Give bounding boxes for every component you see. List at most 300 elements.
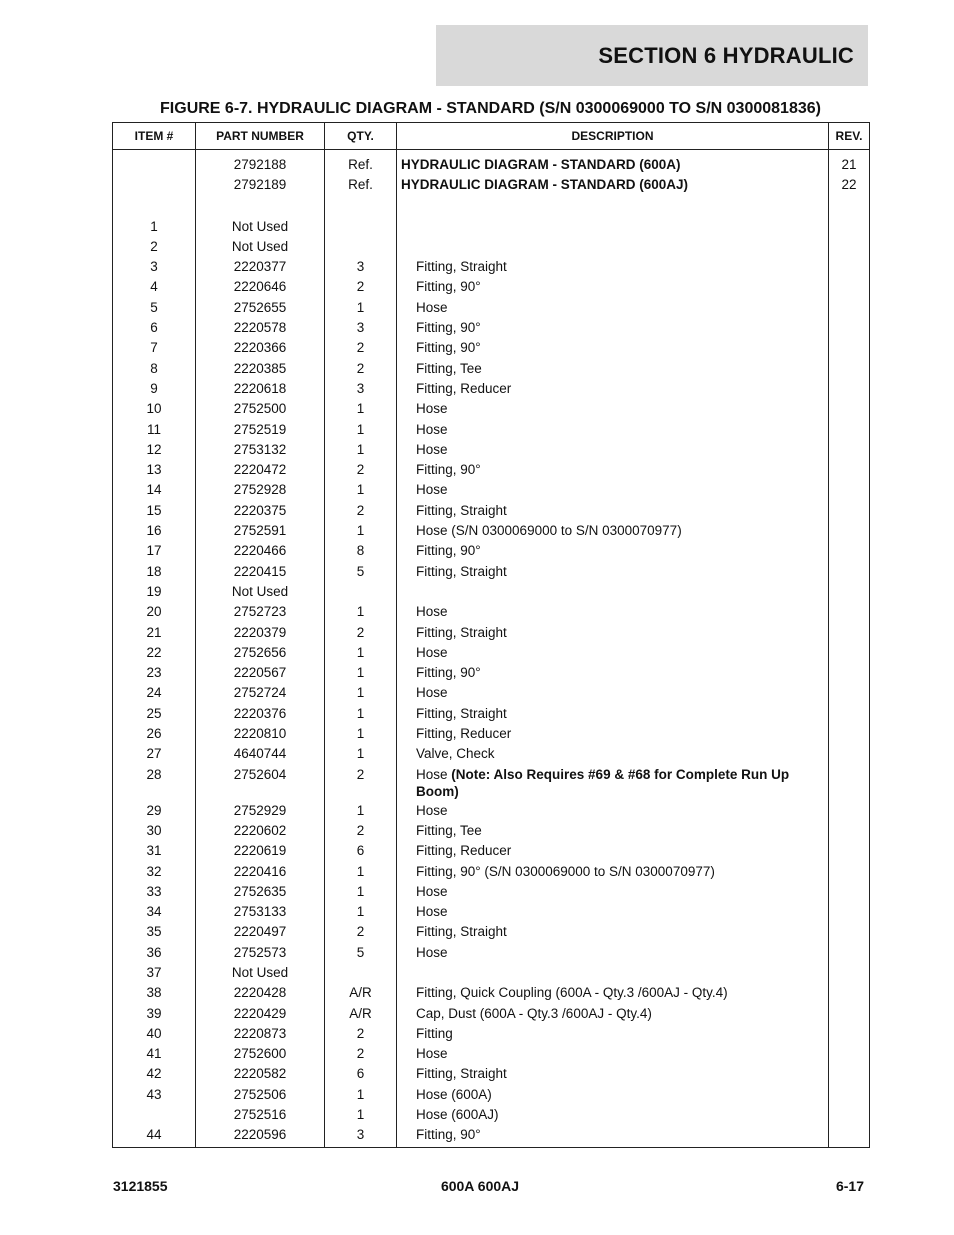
rev-cell: [829, 1024, 870, 1044]
item-cell: [113, 922, 196, 942]
description-cell-text: Fitting, 90° (S/N 0300069000 to S/N 0300070977): [416, 863, 715, 879]
item-cell: [113, 175, 196, 195]
description-cell-text: Hose: [416, 685, 448, 701]
table-row: [113, 582, 870, 602]
item-cell-text: 35: [146, 924, 162, 940]
item-cell-text: 13: [146, 462, 162, 478]
part-number-cell-text: 2752723: [233, 604, 287, 620]
description-cell: [397, 1004, 829, 1024]
table-row: [113, 1004, 870, 1024]
item-cell-text: 14: [146, 482, 162, 498]
part-number-cell-text: 2220429: [233, 1005, 287, 1021]
item-cell: [113, 801, 196, 821]
qty-cell: [325, 983, 397, 1003]
rev-cell: [829, 196, 870, 217]
part-number-cell: [196, 744, 325, 764]
column-header-part-number: PART NUMBER: [196, 123, 325, 150]
description-cell: [397, 943, 829, 963]
part-number-cell: [196, 359, 325, 379]
description-cell-text: Fitting, 90°: [416, 665, 481, 681]
part-number-cell-text: 2220578: [233, 320, 287, 336]
rev-cell: [829, 217, 870, 237]
part-number-cell-text: 2792189: [233, 177, 287, 193]
qty-cell: [325, 801, 397, 821]
qty-cell-text: 1: [356, 726, 365, 742]
item-cell: [113, 562, 196, 582]
description-cell: [397, 521, 829, 541]
rev-cell: [829, 765, 870, 801]
part-number-cell: [196, 480, 325, 500]
rev-cell: [829, 821, 870, 841]
part-number-cell: [196, 217, 325, 237]
part-number-cell-text: 2752573: [233, 944, 287, 960]
part-number-cell-text: 4640744: [233, 746, 287, 762]
qty-cell: [325, 1024, 397, 1044]
rev-cell: [829, 150, 870, 176]
item-cell-text: 7: [150, 340, 158, 356]
rev-cell: [829, 257, 870, 277]
description-cell-text: Hose: [416, 944, 448, 960]
description-cell-text: Fitting, Tee: [416, 822, 482, 838]
qty-cell: [325, 704, 397, 724]
part-number-cell-text: 2220472: [233, 462, 287, 478]
qty-cell-text: Ref.: [348, 157, 373, 172]
description-cell: [397, 821, 829, 841]
description-note: (Note: Also Requires #69 & #68 for Complete Run Up Boom): [416, 766, 790, 799]
rev-cell: [829, 175, 870, 195]
table-row: [113, 359, 870, 379]
description-cell-text: Fitting, 90°: [416, 279, 481, 295]
item-cell: [113, 237, 196, 257]
qty-cell-text: 6: [356, 843, 365, 859]
item-cell: [113, 420, 196, 440]
table-row: [113, 420, 870, 440]
description-cell: [397, 704, 829, 724]
column-header-item: ITEM #: [113, 123, 196, 150]
qty-cell: [325, 744, 397, 764]
description-cell: [397, 298, 829, 318]
rev-cell: [829, 683, 870, 703]
description-cell: [397, 217, 829, 237]
description-cell: [397, 963, 829, 983]
qty-cell-text: A/R: [349, 1005, 372, 1021]
part-number-cell: [196, 724, 325, 744]
parts-table: [112, 122, 870, 1148]
part-number-cell-text: Not Used: [231, 218, 289, 234]
table-row: [113, 862, 870, 882]
qty-cell-text: 1: [356, 665, 365, 681]
item-cell-text: 26: [146, 726, 162, 742]
qty-cell-text: 3: [356, 1127, 365, 1143]
item-cell: [113, 196, 196, 217]
part-number-cell: [196, 562, 325, 582]
qty-cell-text: 1: [356, 685, 365, 701]
column-header-description: DESCRIPTION: [397, 123, 829, 150]
description-cell-text: Cap, Dust (600A - Qty.3 /600AJ - Qty.4): [416, 1005, 652, 1021]
description-cell-text: Hose: [416, 802, 448, 818]
item-cell-text: 40: [146, 1025, 162, 1041]
parts-table-header: [113, 123, 870, 150]
item-cell-text: 17: [146, 543, 162, 559]
part-number-cell: [196, 277, 325, 297]
item-cell: [113, 663, 196, 683]
rev-cell: [829, 460, 870, 480]
part-number-cell-text: 2752506: [233, 1086, 287, 1102]
column-header-rev: REV.: [829, 123, 870, 150]
qty-cell: [325, 663, 397, 683]
part-number-cell: [196, 765, 325, 801]
table-row: [113, 1044, 870, 1064]
part-number-cell-text: 2220379: [233, 624, 287, 640]
part-number-cell-text: 2220375: [233, 502, 287, 518]
qty-cell: [325, 1064, 397, 1084]
table-row: [113, 480, 870, 500]
part-number-cell: [196, 983, 325, 1003]
table-row: [113, 338, 870, 358]
footer-model: 600A 600AJ: [440, 1178, 520, 1194]
description-cell-text: Fitting, Straight: [416, 502, 507, 518]
table-row: [113, 683, 870, 703]
item-cell: [113, 902, 196, 922]
description-cell: [397, 1085, 829, 1105]
rev-cell: [829, 1125, 870, 1147]
part-number-cell-text: 2220646: [233, 279, 287, 295]
rev-cell: [829, 480, 870, 500]
qty-cell-text: A/R: [349, 985, 372, 1001]
part-number-cell-text: 2752604: [233, 766, 287, 782]
qty-cell: [325, 257, 397, 277]
rev-cell: [829, 882, 870, 902]
table-row: [113, 399, 870, 419]
rev-cell-text: 21: [841, 157, 857, 172]
table-row: [113, 1085, 870, 1105]
table-row: [113, 744, 870, 764]
part-number-cell: [196, 602, 325, 622]
rev-cell: [829, 704, 870, 724]
part-number-cell-text: 2220602: [233, 822, 287, 838]
item-cell-text: 4: [150, 279, 158, 295]
part-number-cell-text: 2752724: [233, 685, 287, 701]
item-cell-text: 44: [146, 1127, 162, 1143]
item-cell-text: 10: [146, 401, 162, 417]
part-number-cell-text: 2752929: [233, 802, 287, 818]
qty-cell-text: 1: [356, 863, 365, 879]
item-cell: [113, 602, 196, 622]
description-cell: [397, 983, 829, 1003]
item-cell: [113, 1024, 196, 1044]
rev-cell: [829, 983, 870, 1003]
table-row: [113, 841, 870, 861]
item-cell-text: 28: [146, 766, 162, 782]
description-cell-text: Hose: [416, 441, 448, 457]
qty-cell-text: 5: [356, 563, 365, 579]
item-cell-text: 25: [146, 705, 162, 721]
part-number-cell-text: 2753133: [233, 904, 287, 920]
description-cell: [397, 175, 829, 195]
rev-cell: [829, 420, 870, 440]
item-cell-text: 11: [146, 421, 161, 437]
item-cell: [113, 623, 196, 643]
qty-cell: [325, 460, 397, 480]
part-number-cell: [196, 582, 325, 602]
qty-cell: [325, 602, 397, 622]
part-number-cell: [196, 175, 325, 195]
qty-cell: [325, 338, 397, 358]
description-cell: [397, 420, 829, 440]
item-cell: [113, 379, 196, 399]
table-spacer-row: [113, 196, 870, 217]
part-number-cell-text: 2220619: [233, 843, 287, 859]
description-cell: [397, 683, 829, 703]
description-cell: [397, 277, 829, 297]
qty-cell-text: 2: [356, 462, 365, 478]
item-cell: [113, 1064, 196, 1084]
qty-cell: [325, 480, 397, 500]
item-cell-text: 15: [146, 502, 162, 518]
rev-cell: [829, 922, 870, 942]
table-row: [113, 801, 870, 821]
rev-cell: [829, 943, 870, 963]
qty-cell-text: 2: [356, 624, 365, 640]
part-number-cell-text: 2752656: [233, 644, 287, 660]
rev-cell-text: 22: [841, 177, 857, 193]
part-number-cell: [196, 420, 325, 440]
item-cell-text: 29: [146, 802, 162, 818]
part-number-cell-text: Not Used: [231, 583, 289, 599]
rev-cell: [829, 237, 870, 257]
rev-cell: [829, 440, 870, 460]
description-cell: [397, 150, 829, 176]
part-number-cell: [196, 1024, 325, 1044]
qty-cell: [325, 420, 397, 440]
qty-cell: [325, 963, 397, 983]
table-row: [113, 902, 870, 922]
rev-cell: [829, 298, 870, 318]
table-row: [113, 1105, 870, 1125]
part-number-cell-text: 2220428: [233, 985, 287, 1001]
table-row: [113, 521, 870, 541]
description-cell-text: Fitting, 90°: [416, 543, 481, 559]
part-number-cell-text: 2220466: [233, 543, 287, 559]
rev-cell: [829, 663, 870, 683]
description-cell: [397, 480, 829, 500]
item-cell-text: 34: [146, 904, 162, 920]
description-cell: [397, 196, 829, 217]
description-cell-text: Fitting, 90°: [416, 320, 481, 336]
qty-cell: [325, 765, 397, 801]
qty-cell-text: 1: [356, 441, 365, 457]
part-number-cell: [196, 663, 325, 683]
qty-cell-text: 1: [356, 604, 365, 620]
qty-cell-text: 3: [356, 380, 365, 396]
part-number-cell-text: 2220415: [233, 563, 287, 579]
table-row: [113, 379, 870, 399]
item-cell-text: 27: [146, 746, 162, 762]
item-cell: [113, 643, 196, 663]
qty-cell-text: 8: [356, 543, 365, 559]
part-number-cell-text: 2220873: [233, 1025, 287, 1041]
rev-cell: [829, 277, 870, 297]
qty-cell: [325, 440, 397, 460]
description-cell: [397, 744, 829, 764]
description-cell: [397, 663, 829, 683]
description-cell-text: Fitting, Reducer: [416, 380, 512, 396]
description-cell-text: Fitting, Reducer: [416, 843, 512, 859]
part-number-cell: [196, 460, 325, 480]
item-cell: [113, 1125, 196, 1147]
qty-cell-text: 1: [356, 705, 365, 721]
part-number-cell: [196, 683, 325, 703]
table-row: [113, 602, 870, 622]
item-cell: [113, 882, 196, 902]
description-cell-text: Hose: [416, 604, 448, 620]
table-row: [113, 440, 870, 460]
rev-cell: [829, 1004, 870, 1024]
rev-cell: [829, 724, 870, 744]
qty-cell-text: 1: [356, 883, 365, 899]
description-cell-text: Fitting, Straight: [416, 624, 507, 640]
qty-cell: [325, 882, 397, 902]
description-cell: [397, 841, 829, 861]
part-number-cell-text: 2220497: [233, 924, 287, 940]
item-cell: [113, 1044, 196, 1064]
rev-cell: [829, 521, 870, 541]
description-cell: [397, 318, 829, 338]
item-cell: [113, 765, 196, 801]
item-cell-text: 3: [150, 259, 158, 275]
item-cell-text: 31: [146, 843, 162, 859]
qty-cell: [325, 1105, 397, 1125]
part-number-cell-text: 2792188: [233, 157, 287, 172]
description-cell: [397, 602, 829, 622]
description-cell: [397, 765, 829, 801]
item-cell: [113, 744, 196, 764]
qty-cell-text: 3: [356, 259, 365, 275]
qty-cell: [325, 150, 397, 176]
item-cell: [113, 724, 196, 744]
description-cell: [397, 440, 829, 460]
qty-cell: [325, 562, 397, 582]
item-cell-text: 9: [150, 380, 158, 396]
description-cell-text: Hose (S/N 0300069000 to S/N 0300070977): [416, 523, 682, 539]
item-cell-text: 36: [146, 944, 162, 960]
description-cell: [397, 582, 829, 602]
rev-cell: [829, 1105, 870, 1125]
rev-cell: [829, 862, 870, 882]
description-cell-text: Fitting, Straight: [416, 924, 507, 940]
description-cell-text: Hose (600AJ): [416, 1107, 499, 1123]
rev-cell: [829, 399, 870, 419]
item-cell: [113, 150, 196, 176]
item-cell: [113, 683, 196, 703]
part-number-cell: [196, 922, 325, 942]
item-cell-text: 30: [146, 822, 162, 838]
item-cell: [113, 841, 196, 861]
part-number-cell: [196, 150, 325, 176]
qty-cell-text: 2: [356, 924, 365, 940]
item-cell-text: 19: [146, 583, 162, 599]
part-number-cell-text: 2220582: [233, 1066, 287, 1082]
qty-cell: [325, 862, 397, 882]
item-cell-text: 23: [146, 665, 162, 681]
rev-cell: [829, 801, 870, 821]
qty-cell-text: 2: [356, 1046, 365, 1062]
table-row: [113, 704, 870, 724]
table-row: [113, 963, 870, 983]
qty-cell-text: 6: [356, 1066, 365, 1082]
part-number-cell: [196, 704, 325, 724]
item-cell: [113, 298, 196, 318]
part-number-cell-text: 2220377: [233, 259, 287, 275]
part-number-cell-text: 2220810: [233, 726, 287, 742]
description-cell-text: Fitting, 90°: [416, 340, 481, 356]
qty-cell: [325, 521, 397, 541]
qty-cell: [325, 541, 397, 561]
part-number-cell-text: 2220376: [233, 705, 287, 721]
rev-cell: [829, 379, 870, 399]
description-cell: [397, 237, 829, 257]
table-row: [113, 217, 870, 237]
description-cell-text: Hose: [416, 904, 448, 920]
qty-cell-text: 1: [356, 746, 365, 762]
qty-cell-text: 2: [356, 279, 365, 295]
qty-cell: [325, 922, 397, 942]
part-number-cell: [196, 902, 325, 922]
description-cell: [397, 801, 829, 821]
rev-cell: [829, 902, 870, 922]
qty-cell: [325, 643, 397, 663]
table-row: [113, 943, 870, 963]
item-cell: [113, 318, 196, 338]
description-cell: [397, 1105, 829, 1125]
part-number-cell-text: 2220416: [233, 863, 287, 879]
description-cell-text: Fitting, Tee: [416, 360, 482, 376]
part-number-cell-text: Not Used: [231, 964, 289, 980]
description-cell: [397, 562, 829, 582]
item-cell: [113, 862, 196, 882]
qty-cell-text: 1: [356, 1107, 365, 1123]
description-cell: [397, 501, 829, 521]
item-cell-text: 8: [150, 360, 158, 376]
qty-cell-text: 3: [356, 320, 365, 336]
table-row: [113, 257, 870, 277]
description-cell-text: HYDRAULIC DIAGRAM - STANDARD (600A): [401, 157, 681, 172]
description-cell-text: Fitting, 90°: [416, 1127, 481, 1143]
part-number-cell: [196, 196, 325, 217]
item-cell: [113, 257, 196, 277]
qty-cell-text: 2: [356, 766, 365, 782]
item-cell: [113, 1105, 196, 1125]
description-cell-text: Fitting, Straight: [416, 259, 507, 275]
table-row: [113, 541, 870, 561]
part-number-cell-text: 2220567: [233, 665, 287, 681]
qty-cell: [325, 196, 397, 217]
parts-table-body: [113, 150, 870, 1148]
item-cell-text: 38: [146, 985, 162, 1001]
part-number-cell: [196, 440, 325, 460]
part-number-cell: [196, 841, 325, 861]
table-row: [113, 175, 870, 195]
rev-cell: [829, 643, 870, 663]
description-cell: [397, 902, 829, 922]
table-row: [113, 562, 870, 582]
part-number-cell: [196, 1105, 325, 1125]
section-title: SECTION 6 HYDRAULIC: [598, 42, 854, 68]
rev-cell: [829, 1064, 870, 1084]
qty-cell-text: 2: [356, 502, 365, 518]
table-row: [113, 318, 870, 338]
qty-cell: [325, 683, 397, 703]
